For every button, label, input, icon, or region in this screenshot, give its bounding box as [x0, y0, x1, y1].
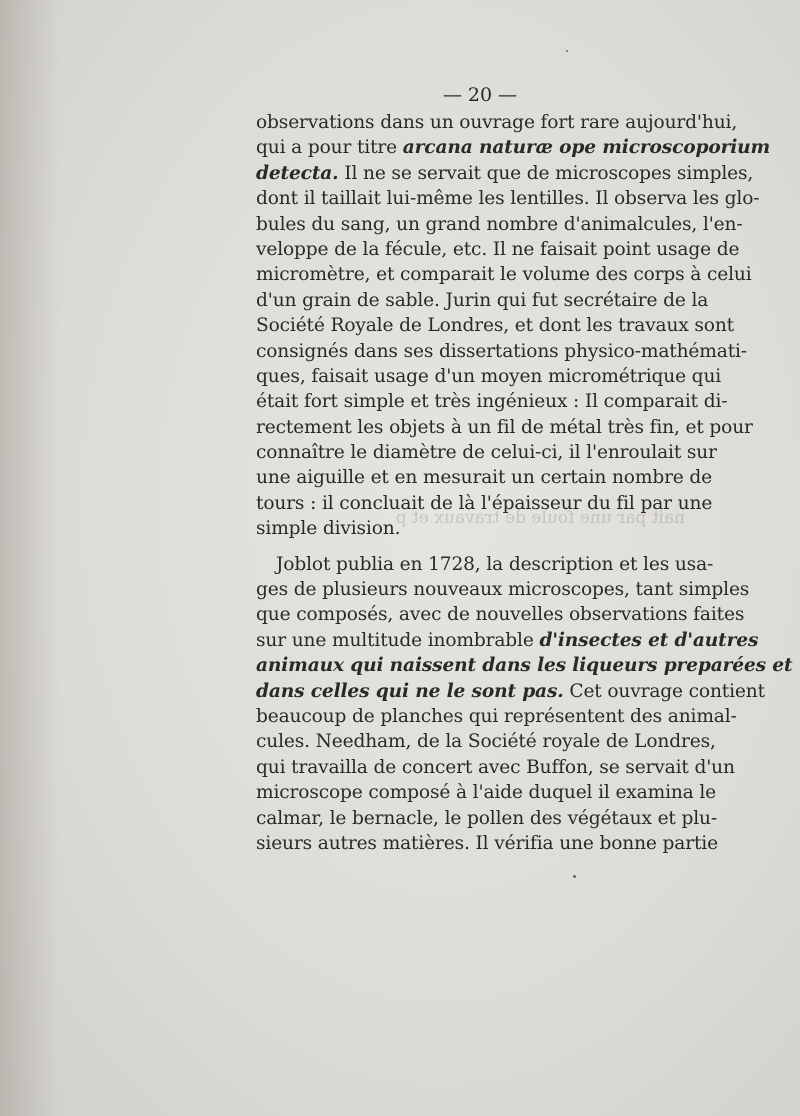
italic-text: dans celles qui ne le sont pas. — [256, 680, 564, 702]
italic-text: detecta. — [256, 162, 339, 184]
text-line — [256, 729, 716, 754]
paper-speck — [566, 50, 568, 52]
text-segment: Il ne se servait que de microscopes simples, — [338, 162, 754, 184]
bleed-through-text: nait par une foule de travaux et p — [395, 508, 685, 528]
text-segment: sieurs autres matières. Il vérifia une bonne partie — [256, 832, 718, 854]
text-line — [256, 465, 713, 490]
text-segment: sur une multitude inombrable — [256, 629, 540, 651]
paragraph-gap — [256, 542, 680, 552]
text-segment: cules. Needham, de la Société royale de Londres, — [256, 731, 716, 753]
text-line — [256, 552, 714, 577]
text-line — [256, 212, 743, 237]
text-segment: que composés, avec de nouvelles observations faites — [256, 604, 745, 626]
text-line — [256, 110, 738, 135]
text-segment: rectement les objets à un fil de métal très fin, et pour — [256, 416, 753, 438]
text-line — [256, 653, 793, 678]
text-segment: une aiguille et en mesurait un certain nombre de — [256, 467, 713, 489]
italic-text: animaux qui naissent dans les liqueurs preparées et — [256, 655, 793, 677]
text-segment: d'un grain de sable. Jurin qui fut secrétaire de la — [256, 289, 709, 311]
text-segment: calmar, le bernacle, le pollen des végétaux et plu- — [256, 807, 718, 829]
text-line — [256, 628, 759, 653]
text-line — [256, 577, 750, 602]
text-line — [256, 237, 740, 262]
text-segment: tours : il concluait de là l'épaisseur du fil par une — [256, 492, 713, 514]
spine-shadow — [0, 0, 60, 1116]
text-line — [256, 704, 737, 729]
text-line — [256, 491, 713, 516]
paper-speck — [573, 875, 576, 878]
text-line — [256, 364, 722, 389]
text-line — [256, 415, 753, 440]
text-line — [256, 339, 747, 364]
text-segment: microscope composé à l'aide duquel il examina le — [256, 782, 717, 804]
italic-text: d'insectes et d'autres — [539, 629, 759, 651]
text-line — [256, 262, 752, 287]
text-line — [256, 755, 735, 780]
text-segment: Cet ouvrage contient — [563, 680, 765, 702]
text-segment: ques, faisait usage d'un moyen micrométrique qui — [256, 365, 722, 387]
text-line — [256, 288, 709, 313]
page-number: — 20 — — [442, 84, 518, 106]
paragraph — [256, 552, 793, 857]
italic-text: arcana naturæ ope microscoporium — [402, 137, 771, 159]
text-segment: observations dans un ouvrage fort rare aujourd'hui, — [256, 112, 738, 133]
text-segment: consignés dans ses dissertations physico-mathémati- — [256, 340, 747, 362]
text-line — [256, 161, 754, 186]
body-text — [256, 110, 793, 856]
text-segment: beaucoup de planches qui représentent des animal- — [256, 705, 737, 727]
text-line — [256, 186, 760, 211]
text-line — [256, 602, 745, 627]
text-line — [256, 679, 765, 704]
text-segment: connaître le diamètre de celui-ci, il l'enroulait sur — [256, 442, 717, 464]
text-segment: Société Royale de Londres, et dont les travaux sont — [256, 315, 735, 337]
text-segment: veloppe de la fécule, etc. Il ne faisait point usage de — [256, 238, 740, 260]
text-line — [256, 313, 735, 338]
text-segment: Joblot publia en 1728, la description et les usa- — [276, 553, 714, 575]
text-line — [256, 440, 717, 465]
text-segment: ges de plusieurs nouveaux microscopes, tant simples — [256, 579, 750, 601]
text-line — [256, 516, 680, 541]
text-line — [256, 831, 718, 856]
text-segment: bules du sang, un grand nombre d'animalcules, l'en- — [256, 213, 743, 235]
text-segment: simple division. — [256, 518, 401, 540]
text-line — [256, 135, 771, 160]
text-segment: était fort simple et très ingénieux : Il comparait di- — [256, 391, 728, 413]
text-line — [256, 806, 718, 831]
paragraph — [256, 110, 771, 542]
text-line — [256, 389, 728, 414]
text-segment: dont il taillait lui-même les lentilles. Il observa les glo- — [256, 188, 760, 210]
text-segment: qui travailla de concert avec Buffon, se servait d'un — [256, 756, 735, 778]
text-segment: micromètre, et comparait le volume des corps à celui — [256, 264, 752, 286]
text-line — [256, 780, 717, 805]
text-segment: qui a pour titre — [256, 137, 403, 159]
